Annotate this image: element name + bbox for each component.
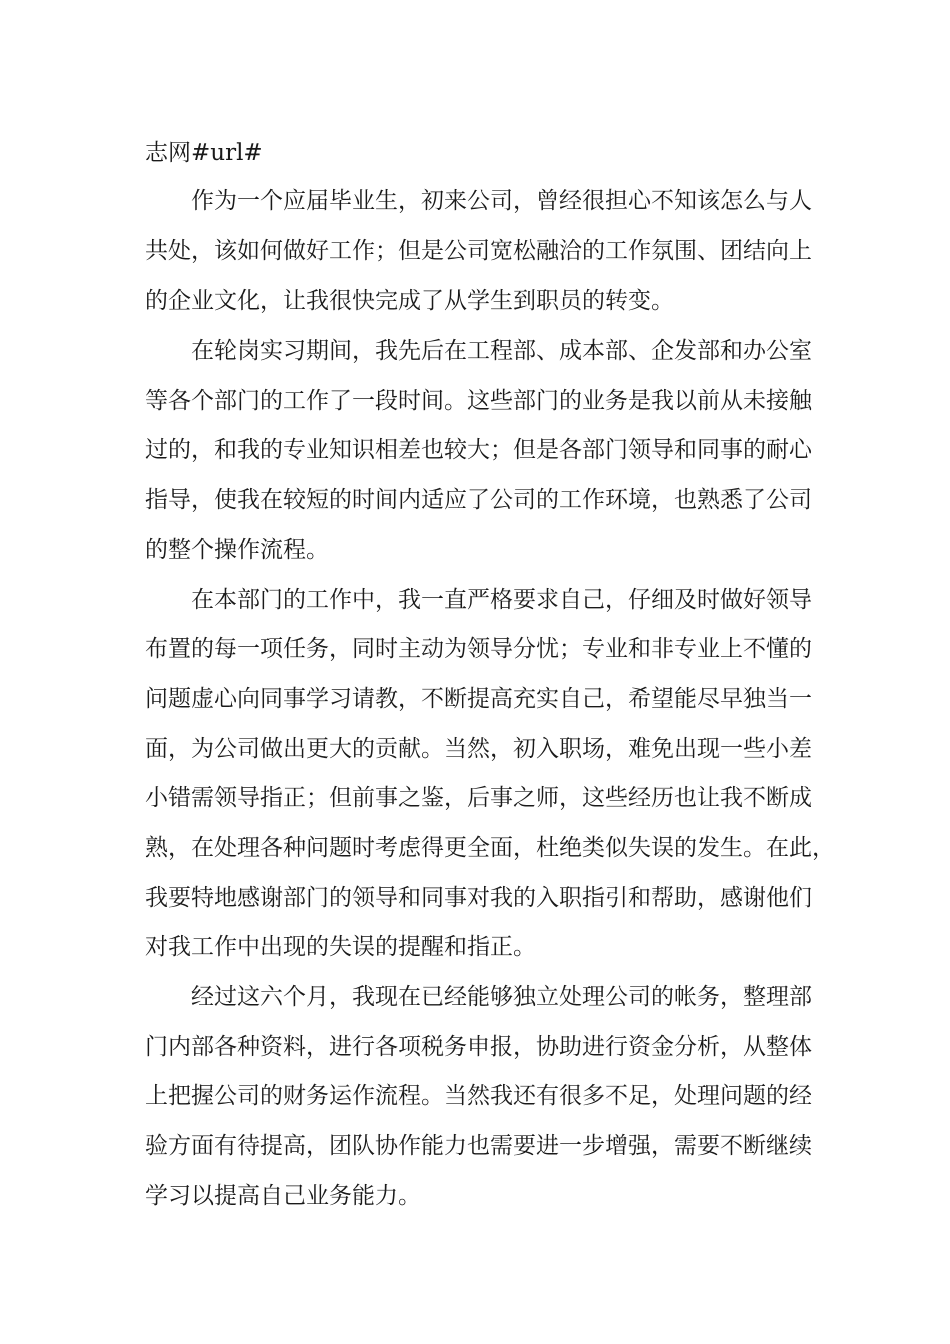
text-line: 共处，该如何做好工作；但是公司宽松融洽的工作氛围、团结向上 — [145, 238, 812, 264]
text-line: 的整个操作流程。 — [145, 537, 329, 563]
text-line: 我要特地感谢部门的领导和同事对我的入职指引和帮助，感谢他们 — [145, 885, 812, 911]
text-line: 上把握公司的财务运作流程。当然我还有很多不足，处理问题的经 — [145, 1083, 812, 1109]
text-line: 等各个部门的工作了一段时间。这些部门的业务是我以前从未接触 — [145, 388, 812, 414]
text-line: 志网#url# — [145, 140, 263, 166]
text-line: 对我工作中出现的失误的提醒和指正。 — [145, 934, 536, 960]
text-line: 学习以提高自己业务能力。 — [145, 1183, 421, 1209]
text-line: 面，为公司做出更大的贡献。当然，初入职场，难免出现一些小差 — [145, 736, 812, 762]
text-line: 在轮岗实习期间，我先后在工程部、成本部、企发部和办公室 — [145, 338, 812, 364]
text-line: 在本部门的工作中，我一直严格要求自己，仔细及时做好领导 — [145, 587, 812, 613]
text-line: 小错需领导指正；但前事之鉴，后事之师，这些经历也让我不断成 — [145, 785, 812, 811]
text-line: 问题虚心向同事学习请教，不断提高充实自己，希望能尽早独当一 — [145, 686, 812, 712]
text-line: 作为一个应届毕业生，初来公司，曾经很担心不知该怎么与人 — [145, 188, 812, 214]
text-line: 的企业文化，让我很快完成了从学生到职员的转变。 — [145, 288, 674, 314]
text-line: 熟，在处理各种问题时考虑得更全面，杜绝类似失误的发生。在此， — [145, 835, 835, 861]
text-line: 布置的每一项任务，同时主动为领导分忧；专业和非专业上不懂的 — [145, 636, 812, 662]
text-line: 验方面有待提高，团队协作能力也需要进一步增强，需要不断继续 — [145, 1133, 812, 1159]
text-line: 经过这六个月，我现在已经能够独立处理公司的帐务，整理部 — [145, 984, 812, 1010]
text-line: 门内部各种资料，进行各项税务申报，协助进行资金分析，从整体 — [145, 1034, 812, 1060]
text-line: 指导，使我在较短的时间内适应了公司的工作环境，也熟悉了公司 — [145, 487, 812, 513]
text-line: 过的，和我的专业知识相差也较大；但是各部门领导和同事的耐心 — [145, 437, 812, 463]
